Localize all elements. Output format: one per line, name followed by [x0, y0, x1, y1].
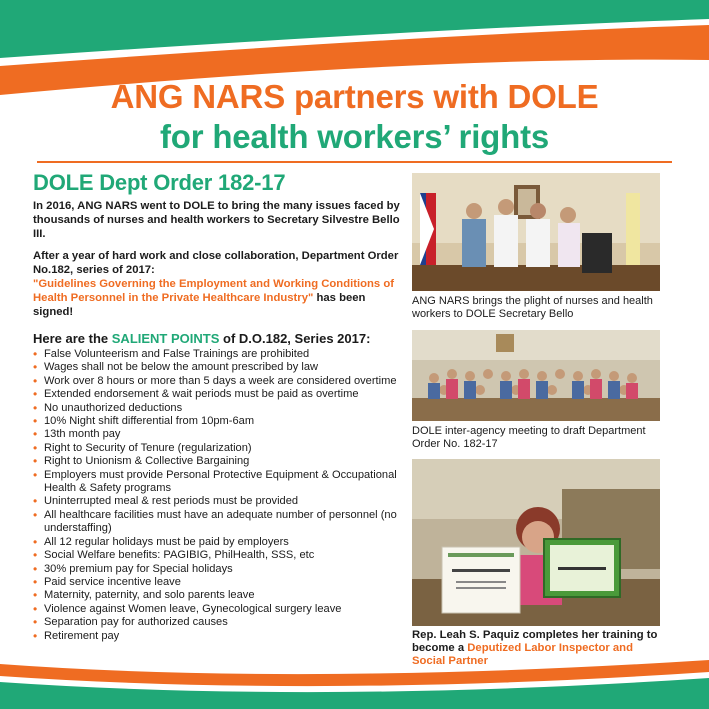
page-title-line1: ANG NARS partners with DOLE [110, 78, 599, 115]
signing-suffix: has been signed! [33, 292, 366, 318]
salient-point-item: • 13th month pay [33, 428, 408, 441]
title-divider [37, 161, 672, 163]
salient-point-item: • All 12 regular holidays must be paid by employers [33, 536, 408, 549]
salient-prefix: Here are the [33, 331, 112, 346]
salient-point-item: • Paid service incentive leave [33, 576, 408, 589]
caption-delegation: ANG NARS brings the plight of nurses and health workers to DOLE Secretary Bello [412, 295, 653, 320]
salient-point-item: • 10% Night shift differential from 10pm-6am [33, 415, 408, 428]
salient-point-item: • Social Welfare benefits: PAGIBIG, PhilHealth, SSS, etc [33, 549, 408, 562]
salient-point-item: • Separation pay for authorized causes [33, 616, 408, 629]
salient-point-item: • False Volunteerism and False Trainings are prohibited [33, 348, 408, 361]
salient-point-item: • Retirement pay [33, 630, 408, 643]
intro-paragraph: In 2016, ANG NARS went to DOLE to bring the many issues faced by thousands of nurses and health workers to Secretary Silvestre Bello III. [33, 200, 400, 240]
salient-suffix: of D.O.182, Series 2017: [219, 331, 371, 346]
photo-certificate [412, 459, 660, 626]
salient-point-item: • No unauthorized deductions [33, 402, 408, 415]
salient-accent: SALIENT POINTS [111, 331, 220, 346]
salient-points-heading [33, 331, 408, 347]
caption-training-text: Rep. Leah S. Paquiz completes her training to become a [412, 629, 658, 654]
salient-point-item: • Employers must provide Personal Protective Equipment & Occupational Health & Safety programs [33, 469, 408, 496]
caption-meeting: DOLE inter-agency meeting to draft Department Order No. 182-17 [412, 425, 646, 450]
salient-point-item: • Right to Unionism & Collective Bargaining [33, 455, 408, 468]
order-heading: DOLE Dept Order 182-17 [33, 170, 286, 195]
article-body [33, 168, 408, 643]
photo-meeting [412, 330, 660, 421]
salient-point-item: • 30% premium pay for Special holidays [33, 563, 408, 576]
page-title-line2: for health workers’ rights [159, 118, 550, 155]
caption-training-accent: Deputized Labor Inspector and Social Partner [412, 642, 633, 667]
photo-delegation [412, 173, 660, 291]
salient-point-item: • Wages shall not be below the amount prescribed by law [33, 361, 408, 374]
salient-point-item: • Uninterrupted meal & rest periods must be provided [33, 495, 408, 508]
salient-point-item: • Right to Security of Tenure (regularization) [33, 442, 408, 455]
salient-point-item: • Extended endorsement & wait periods must be paid as overtime [33, 388, 408, 401]
salient-point-item: • Work over 8 hours or more than 5 days a week are considered overtime [33, 375, 408, 388]
salient-point-item: • Maternity, paternity, and solo parents leave [33, 589, 408, 602]
salient-point-item: • Violence against Women leave, Gynecological surgery leave [33, 603, 408, 616]
bottom-decorative-band [0, 629, 709, 709]
salient-point-item: • All healthcare facilities must have an adequate number of personnel (no understaffing) [33, 509, 408, 536]
signing-text: After a year of hard work and close collaboration, Department Order No.182, series of 2017: [33, 250, 399, 276]
order-title-quote: "Guidelines Governing the Employment and Working Conditions of Health Personnel in the Private Healthcare Industry" [33, 278, 395, 304]
signing-paragraph [33, 249, 408, 319]
salient-points-list [33, 348, 408, 643]
